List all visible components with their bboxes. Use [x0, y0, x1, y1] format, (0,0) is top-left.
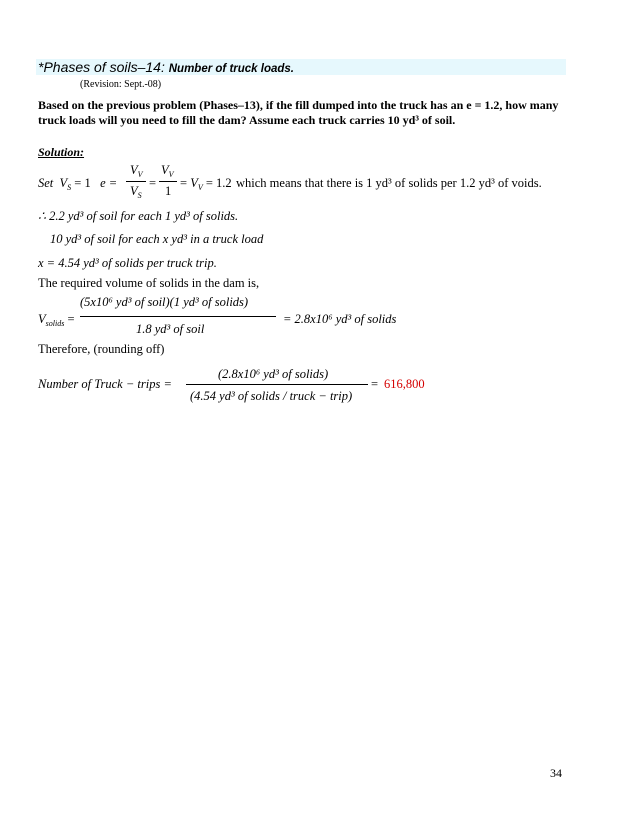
- trips-result: 616,800: [384, 377, 425, 391]
- set-line-text: which means that there is 1 yd³ of solids per 1.2 yd³ of voids.: [236, 176, 542, 190]
- required-volume-text: The required volume of solids in the dam is,: [38, 276, 260, 290]
- vsolids-numerator: (5x10⁶ yd³ of soil)(1 yd³ of solids): [80, 295, 249, 309]
- truck-load-line: 10 yd³ of soil for each x yd³ in a truck load: [50, 232, 264, 246]
- vsolids-denominator: 1.8 yd³ of soil: [136, 322, 205, 336]
- vsolids-fraction-line: [80, 316, 276, 317]
- frac1-line: [126, 181, 146, 182]
- vsolids-label: $V_{solids}$ =: [38, 312, 75, 328]
- frac2-num: $V_V$: [161, 163, 174, 179]
- problem-statement: Based on the previous problem (Phases–13), if the fill dumped into the truck has an e = 1.2, how many truck loads will you need to fill the dam? Assume each truck carries 10 yd³ of soil.: [38, 98, 559, 127]
- section-title: [38, 59, 294, 77]
- therefore-text: Therefore, (rounding off): [38, 342, 165, 356]
- frac2-den: 1: [165, 184, 172, 198]
- solution-label: Solution:: [38, 145, 85, 159]
- frac1-num: $V_V$: [130, 163, 143, 179]
- trips-numerator: (2.8x10⁶ yd³ of solids): [218, 367, 329, 381]
- frac1-den: $V_S$: [130, 184, 142, 200]
- page-number: 34: [550, 766, 562, 780]
- trips-fraction-line: [186, 384, 368, 385]
- revision-note: (Revision: Sept.-08): [80, 79, 162, 90]
- set-equation: Set $V_S = 1$ e =: [38, 176, 118, 192]
- vsolids-result: = 2.8x10⁶ yd³ of solids: [283, 312, 397, 326]
- title-part2: Number of truck loads.: [168, 63, 294, 75]
- trips-denominator: (4.54 yd³ of solids / truck − trip): [190, 389, 353, 403]
- solids-per-trip-line: x = 4.54 yd³ of solids per truck trip.: [38, 256, 217, 270]
- trips-label: Number of Truck − trips =: [38, 377, 172, 391]
- eq-sign: =: [149, 176, 157, 190]
- trips-eq-sign: =: [371, 377, 379, 391]
- soil-ratio-line: ∴ 2.2 yd³ of soil for each 1 yd³ of solids.: [38, 209, 239, 223]
- vv-value: = $V_V = 1.2$: [180, 176, 232, 192]
- frac2-line: [159, 181, 177, 182]
- title-part1: *Phases of soils–14:: [38, 59, 165, 75]
